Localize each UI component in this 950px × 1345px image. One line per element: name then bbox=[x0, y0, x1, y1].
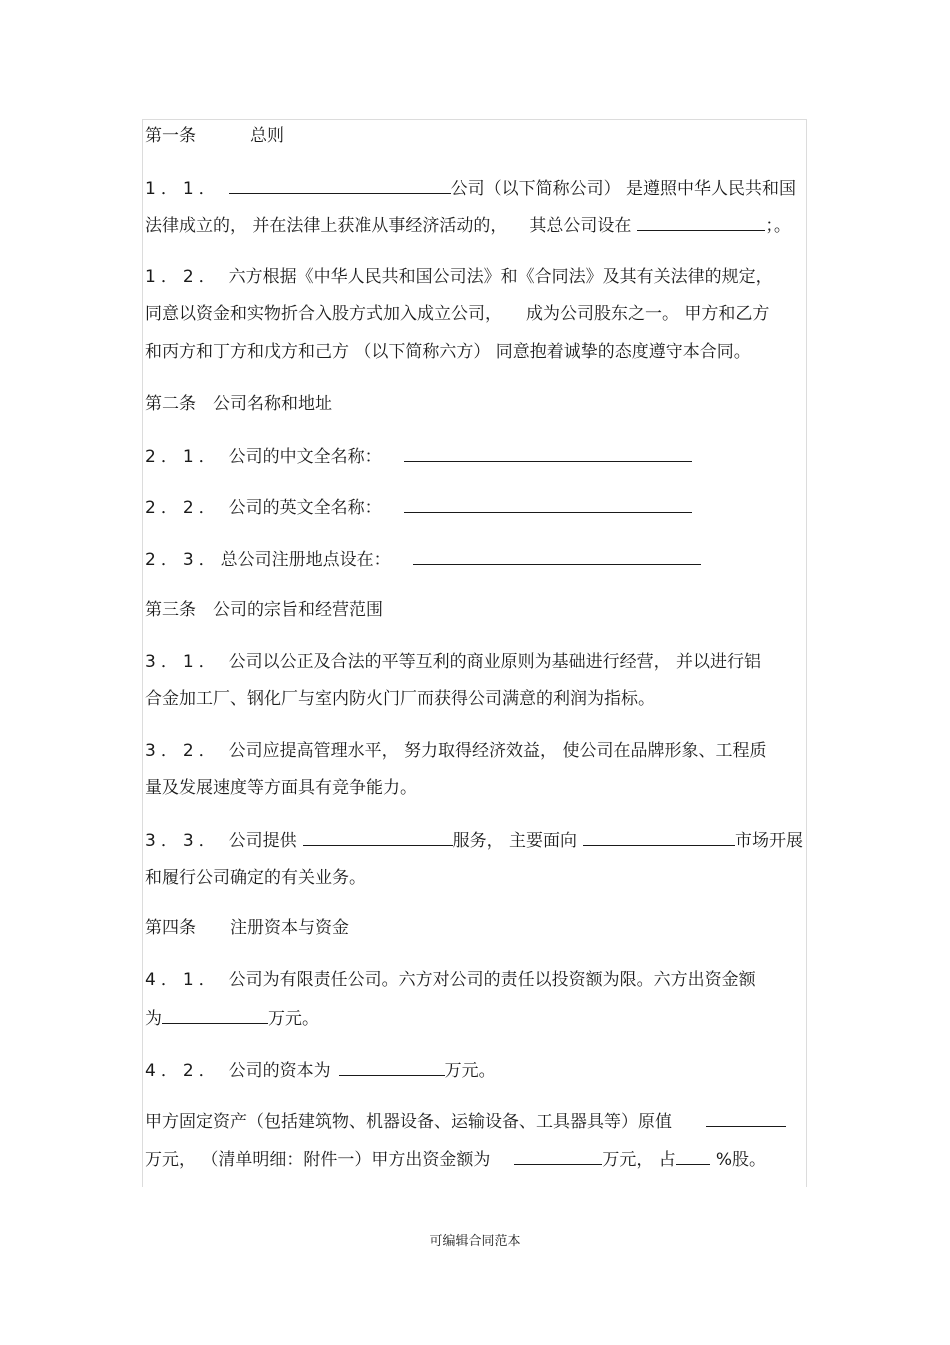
clause-3-3-line-2: 和履行公司确定的有关业务。 bbox=[145, 868, 366, 888]
clause-4-1-line-1: 4．1． 公司为有限责任公司。六方对公司的责任以投资额为限。六方出资金额 bbox=[145, 970, 756, 990]
blank-party-a-investment bbox=[514, 1148, 602, 1165]
clause-4-1-line-2: 为 万元。 bbox=[145, 1009, 319, 1029]
clause-1-1-line-1: 1．1． 公司（以下简称公司） 是遵照中华人民共和国 bbox=[145, 179, 797, 199]
clause-3-1-line-2: 合金加工厂、钢化厂与室内防火门厂而获得公司满意的利润为指标。 bbox=[145, 689, 655, 709]
blank-english-name bbox=[404, 496, 692, 513]
clause-2-3: 2．3．总公司注册地点设在： bbox=[145, 548, 701, 571]
clause-1-2-line-1: 1．2． 六方根据《中华人民共和国公司法》和《合同法》及其有关法律的规定， bbox=[145, 267, 773, 287]
clause-3-2-line-2: 量及发展速度等方面具有竞争能力。 bbox=[145, 778, 417, 798]
clause-4-2: 4．2． 公司的资本为 万元。 bbox=[145, 1061, 496, 1081]
blank-company-name bbox=[229, 177, 451, 194]
clause-1-1-line-2: 法律成立的， 并在法律上获准从事经济活动的， 其总公司设在 ；。 bbox=[145, 216, 791, 236]
blank-fixed-assets bbox=[706, 1110, 786, 1127]
article-2-heading: 第二条 公司名称和地址 bbox=[145, 394, 332, 414]
blank-capital bbox=[339, 1059, 445, 1076]
clause-1-2-line-2: 同意以资金和实物折合入股方式加入成立公司， 成为公司股东之一。 甲方和乙方 bbox=[145, 304, 770, 324]
blank-chinese-name bbox=[404, 445, 692, 462]
blank-market bbox=[583, 829, 735, 846]
clause-3-2-line-1: 3．2． 公司应提高管理水平， 努力取得经济效益， 使公司在品牌形象、工程质 bbox=[145, 741, 767, 761]
blank-service bbox=[303, 829, 453, 846]
clause-3-3-line-1: 3．3． 公司提供 服务， 主要面向 市场开展 bbox=[145, 831, 804, 851]
article-3-heading: 第三条 公司的宗旨和经营范围 bbox=[145, 600, 383, 620]
blank-total-investment bbox=[162, 1007, 268, 1024]
clause-2-1: 2．1． 公司的中文全名称： bbox=[145, 445, 692, 468]
clause-3-1-line-1: 3．1． 公司以公正及合法的平等互利的商业原则为基础进行经营， 并以进行铝 bbox=[145, 652, 762, 672]
blank-share-percent bbox=[676, 1148, 710, 1165]
article-4-heading: 第四条 注册资本与资金 bbox=[145, 918, 349, 938]
blank-registered-address bbox=[413, 548, 701, 565]
clause-4-3-line-1: 甲方固定资产（包括建筑物、机器设备、运输设备、工具器具等）原值 bbox=[145, 1110, 786, 1133]
clause-4-3-line-2: 万元， （清单明细：附件一）甲方出资金额为 万元， 占 %股。 bbox=[145, 1150, 766, 1170]
footer-caption: 可编辑合同范本 bbox=[429, 1234, 521, 1249]
clause-1-2-line-3: 和丙方和丁方和戊方和己方 （以下简称六方） 同意抱着诚挚的态度遵守本合同。 bbox=[145, 342, 751, 362]
clause-2-2: 2．2． 公司的英文全名称： bbox=[145, 496, 692, 519]
blank-hq-location bbox=[637, 214, 765, 231]
article-1-heading: 第一条 总则 bbox=[145, 126, 284, 146]
